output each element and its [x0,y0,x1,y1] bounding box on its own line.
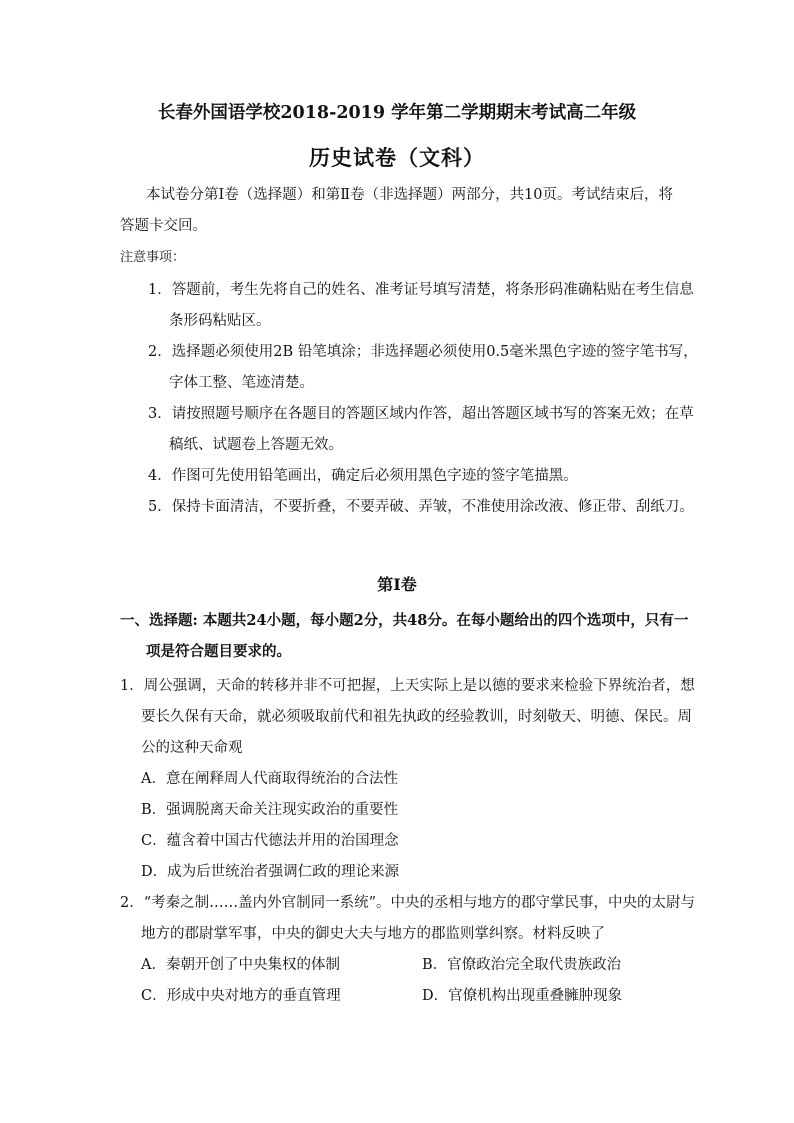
question-1-option-d: D．成为后世统治者强调仁政的理论来源 [141,864,400,880]
note-item: 1．答题前，考生先将自己的姓名、准考证号填写清楚，将条形码准确粘贴在考生信息 [148,282,694,298]
question-1-option-b: B．强调脱离天命关注现实政治的重要性 [141,802,399,818]
subject-title: 历史试卷（文科） [309,145,485,170]
intro-line-2: 答题卡交回。 [120,218,207,234]
note-item-cont: 稿纸、试题卷上答题无效。 [169,437,343,453]
note-item-cont: 字体工整、笔迹清楚。 [169,375,314,391]
question-2-stem: 2．“考秦之制……盖内外官制同一系统”。中央的丞相与地方的郡守掌民事，中央的太尉与 [120,895,696,911]
section-instructions-cont: 项是符合题目要求的。 [146,643,291,660]
section-instructions: 一、选择题: 本题共24小题，每小题2分，共48分。在每小题给出的四个选项中，只有一 [120,612,689,629]
note-item: 4．作图可先使用铅笔画出，确定后必须用黑色字迹的签字笔描黑。 [148,468,578,484]
question-1-option-a: A．意在阐释周人代商取得统治的合法性 [141,771,398,787]
note-item: 3．请按照题号顺序在各题目的答题区域内作答，超出答题区域书写的答案无效；在草 [148,406,694,422]
question-1-option-c: C．蕴含着中国古代德法并用的治国理念 [141,833,399,849]
note-item-cont: 条形码粘贴区。 [169,313,271,329]
note-item: 5．保持卡面清洁，不要折叠，不要弄破、弄皱，不准使用涂改液、修正带、刮纸刀。 [148,499,694,515]
exam-title: 长春外国语学校2018-2019 学年第二学期期末考试高二年级 [157,103,637,123]
question-2-option-c: C．形成中央对地方的垂直管理 [141,988,341,1004]
question-1-stem-cont: 要长久保有天命，就必须吸取前代和祖先执政的经验教训，时刻敬天、明德、保民。周 [141,709,692,725]
question-1-stem: 1．周公强调，天命的转移并非不可把握，上天实际上是以德的要求来检验下界统治者，想 [120,678,695,694]
question-2-stem-cont: 地方的郡尉掌军事，中央的御史大夫与地方的郡监则掌纠察。材料反映了 [141,926,605,942]
question-1-stem-cont: 公的这种天命观 [141,740,243,756]
note-item: 2．选择题必须使用2B 铅笔填涂；非选择题必须使用0.5毫米黑色字迹的签字笔书写， [148,344,698,360]
notes-heading: 注意事项： [120,250,186,265]
section-title: 第Ⅰ卷 [377,575,417,594]
question-2-option-d: D．官僚机构出现重叠臃肿现象 [422,988,623,1004]
question-2-option-a: A．秦朝开创了中央集权的体制 [141,957,340,973]
intro-line-1: 本试卷分第Ⅰ卷（选择题）和第Ⅱ卷（非选择题）两部分，共10页。考试结束后，将 [146,187,674,203]
question-2-option-b: B．官僚政治完全取代贵族政治 [422,957,622,973]
